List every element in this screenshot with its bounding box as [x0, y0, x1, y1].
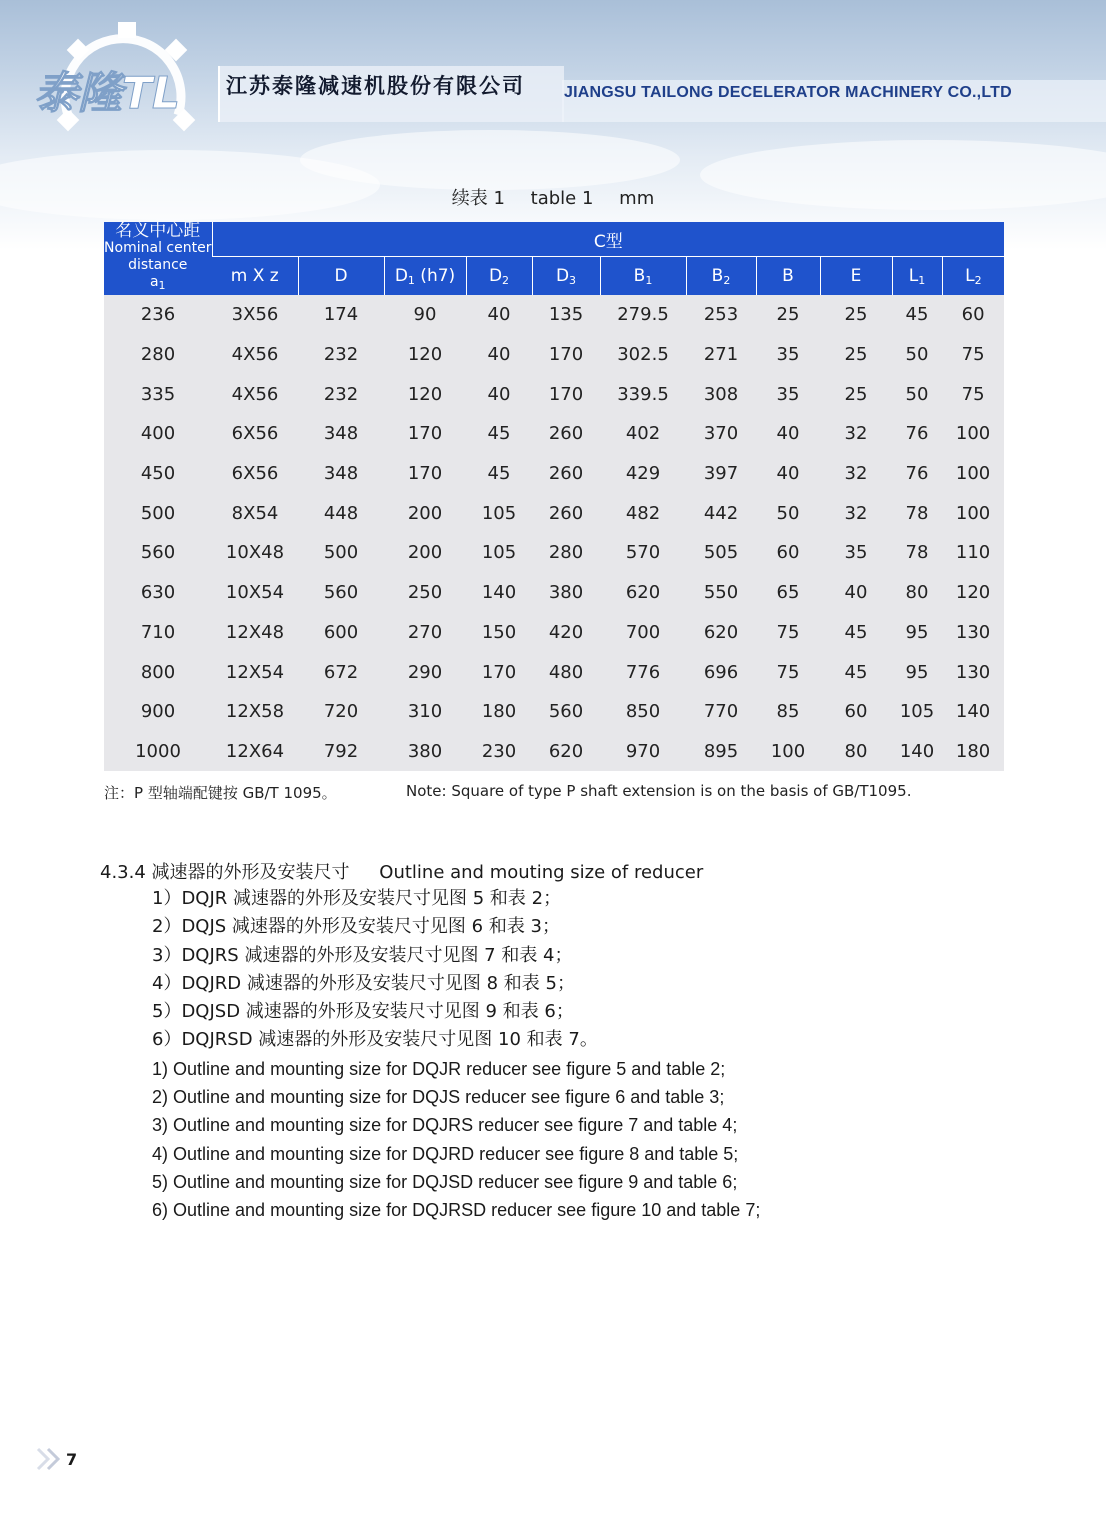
table-cell: 482 [625, 502, 661, 524]
table-cell: 12X48 [225, 621, 285, 643]
table-cell: 25 [844, 344, 868, 366]
table-cell: 236 [140, 304, 176, 326]
logo-text: 泰隆TL [34, 68, 181, 119]
table-cell: 40 [487, 304, 511, 326]
table-cell: 95 [905, 621, 929, 643]
table-cell: 75 [961, 383, 985, 405]
table-cell: 60 [776, 542, 800, 564]
table-cell: 35 [844, 542, 868, 564]
table-cell: 45 [905, 304, 929, 326]
table-cell: 78 [905, 502, 929, 524]
chevron-right-icon [36, 1444, 66, 1474]
table-cell: 50 [905, 344, 929, 366]
table-cell: 348 [323, 423, 359, 445]
table-cell: 339.5 [617, 383, 669, 405]
table-cell: 570 [625, 542, 661, 564]
table-cell: 550 [703, 582, 739, 604]
company-name-cn-box [218, 66, 564, 122]
table-cell: 402 [625, 423, 661, 445]
table-cell: 25 [776, 304, 800, 326]
table-cell: 35 [776, 383, 800, 405]
table-cell: 480 [548, 661, 584, 683]
table-cell: 397 [703, 463, 739, 485]
table-cell: 700 [625, 621, 661, 643]
section-title-en: Outline and mouting size of reducer [379, 862, 704, 883]
column-header: $D_1$ (h7) [384, 257, 466, 296]
table-cell: 600 [323, 621, 359, 643]
table-cell: 560 [140, 542, 176, 564]
page-number: 7 [66, 1450, 78, 1469]
table-cell: 348 [323, 463, 359, 485]
table-cell: 170 [407, 423, 443, 445]
table-cell: 170 [548, 344, 584, 366]
company-name-en: JIANGSU TAILONG DECELERATOR MACHINERY CO.,LTD [564, 84, 1012, 101]
table-cell: 302.5 [617, 344, 669, 366]
table-cell: 620 [703, 621, 739, 643]
table-cell: 100 [955, 502, 991, 524]
table-cell: 400 [140, 423, 176, 445]
table-cell: 40 [776, 423, 800, 445]
table-cell: 135 [548, 304, 584, 326]
table-cell: 140 [899, 740, 935, 762]
table-cell: 130 [955, 621, 991, 643]
table-cell: 50 [905, 383, 929, 405]
caption-en: table 1 [530, 188, 594, 209]
table-cell: 12X54 [225, 661, 285, 683]
table-cell: 105 [481, 542, 517, 564]
table-cell: 4X56 [231, 383, 279, 405]
section-list [152, 885, 760, 1225]
table-cell: 150 [481, 621, 517, 643]
table-cell: 174 [323, 304, 359, 326]
dimension-table [104, 222, 1004, 771]
table-cell: 120 [407, 344, 443, 366]
table-cell: 40 [844, 582, 868, 604]
table-row [104, 533, 1004, 573]
table-cell: 560 [548, 701, 584, 723]
list-item: 6) Outline and mounting size for DQJRSD reducer see figure 10 and table 7; [152, 1200, 761, 1221]
section-heading [100, 858, 703, 884]
table-cell: 310 [407, 701, 443, 723]
table-cell: 500 [323, 542, 359, 564]
table-row [104, 454, 1004, 494]
table-cell: 110 [955, 542, 991, 564]
table-cell: 25 [844, 304, 868, 326]
header-nominal-center-distance: 名义中心距 Nominal center distance $a_1$ [104, 222, 212, 295]
table-cell: 80 [844, 740, 868, 762]
table-cell: 50 [776, 502, 800, 524]
table-cell: 230 [481, 740, 517, 762]
table-cell: 95 [905, 661, 929, 683]
table-cell: 75 [961, 344, 985, 366]
list-item: 5) Outline and mounting size for DQJSD reducer see figure 9 and table 6; [152, 1171, 738, 1192]
table-cell: 232 [323, 344, 359, 366]
column-header: B [756, 257, 820, 296]
table-cell: 100 [955, 423, 991, 445]
table-cell: 792 [323, 740, 359, 762]
column-header: E [820, 257, 892, 296]
table-cell: 672 [323, 661, 359, 683]
caption-unit: mm [619, 188, 655, 209]
table-cell: 380 [548, 582, 584, 604]
table-cell: 260 [548, 463, 584, 485]
table-cell: 370 [703, 423, 739, 445]
table-cell: 429 [625, 463, 661, 485]
table-row [104, 573, 1004, 613]
table-cell: 75 [776, 621, 800, 643]
table-cell: 85 [776, 701, 800, 723]
list-item: 4）DQJRD 减速器的外形及安装尺寸见图 8 和表 5； [152, 972, 575, 994]
table-cell: 40 [776, 463, 800, 485]
table-cell: 335 [140, 383, 176, 405]
table-cell: 250 [407, 582, 443, 604]
list-item: 1) Outline and mounting size for DQJR reducer see figure 5 and table 2; [152, 1058, 726, 1079]
table-cell: 45 [487, 423, 511, 445]
table-cell: 620 [548, 740, 584, 762]
table-cell: 140 [955, 701, 991, 723]
table-cell: 105 [481, 502, 517, 524]
table-cell: 200 [407, 502, 443, 524]
table-cell: 100 [955, 463, 991, 485]
table-cell: 850 [625, 701, 661, 723]
table-cell: 770 [703, 701, 739, 723]
table-cell: 60 [844, 701, 868, 723]
table-row [104, 613, 1004, 653]
table-cell: 800 [140, 661, 176, 683]
column-header: $D_3$ [532, 257, 600, 296]
table-cell: 280 [548, 542, 584, 564]
list-item: 5）DQJSD 减速器的外形及安装尺寸见图 9 和表 6； [152, 1001, 574, 1023]
table-cell: 25 [844, 383, 868, 405]
note-cn: 注：P 型轴端配键按 GB/T 1095。 [104, 784, 337, 802]
table-cell: 32 [844, 463, 868, 485]
table-row [104, 335, 1004, 375]
table-cell: 78 [905, 542, 929, 564]
table-cell: 280 [140, 344, 176, 366]
table-cell: 76 [905, 463, 929, 485]
table-cell: 76 [905, 423, 929, 445]
table-cell: 696 [703, 661, 739, 683]
table-row [104, 295, 1004, 335]
table-cell: 279.5 [617, 304, 669, 326]
table-cell: 710 [140, 621, 176, 643]
table-cell: 442 [703, 502, 739, 524]
table-row [104, 732, 1004, 772]
note-en: Note: Square of type P shaft extension is on the basis of GB/T1095. [406, 782, 912, 800]
table-cell: 180 [481, 701, 517, 723]
table-cell: 420 [548, 621, 584, 643]
table-row [104, 374, 1004, 414]
table-cell: 290 [407, 661, 443, 683]
list-item: 2）DQJS 减速器的外形及安装尺寸见图 6 和表 3； [152, 916, 561, 938]
table-cell: 130 [955, 661, 991, 683]
column-header: $D_2$ [466, 257, 532, 296]
table-cell: 170 [407, 463, 443, 485]
table-cell: 140 [481, 582, 517, 604]
table-cell: 170 [548, 383, 584, 405]
table-row [104, 493, 1004, 533]
table-row [104, 692, 1004, 732]
company-logo [28, 20, 228, 150]
table-cell: 170 [481, 661, 517, 683]
table-cell: 75 [776, 661, 800, 683]
table-cell: 895 [703, 740, 739, 762]
table-cell: 32 [844, 502, 868, 524]
list-item: 4) Outline and mounting size for DQJRD reducer see figure 8 and table 5; [152, 1143, 739, 1164]
table-cell: 120 [955, 582, 991, 604]
table-cell: 4X56 [231, 344, 279, 366]
table-cell: 45 [844, 621, 868, 643]
list-item: 2) Outline and mounting size for DQJS reducer see figure 6 and table 3; [152, 1087, 725, 1108]
column-header: $L_1$ [892, 257, 942, 296]
table-cell: 80 [905, 582, 929, 604]
table-cell: 6X56 [231, 463, 279, 485]
list-item: 3）DQJRS 减速器的外形及安装尺寸见图 7 和表 4； [152, 944, 573, 966]
table-cell: 180 [955, 740, 991, 762]
table-cell: 6X56 [231, 423, 279, 445]
table-cell: 450 [140, 463, 176, 485]
table-cell: 90 [413, 304, 437, 326]
table-cell: 8X54 [231, 502, 279, 524]
table-row [104, 652, 1004, 692]
table-cell: 271 [703, 344, 739, 366]
table-cell: 10X54 [225, 582, 285, 604]
table-cell: 60 [961, 304, 985, 326]
table-cell: 40 [487, 383, 511, 405]
column-header: $B_2$ [686, 257, 756, 296]
table-cell: 10X48 [225, 542, 285, 564]
column-header: $B_1$ [600, 257, 686, 296]
table-cell: 308 [703, 383, 739, 405]
table-cell: 505 [703, 542, 739, 564]
table-cell: 620 [625, 582, 661, 604]
table-cell: 776 [625, 661, 661, 683]
table-cell: 560 [323, 582, 359, 604]
column-header: m X z [212, 257, 298, 296]
section-number: 4.3.4 [100, 862, 146, 883]
header-group-type-c: C型 [212, 222, 1004, 257]
table-cell: 65 [776, 582, 800, 604]
table-cell: 260 [548, 423, 584, 445]
table-cell: 12X64 [225, 740, 285, 762]
table-cell: 253 [703, 304, 739, 326]
column-header: $L_2$ [942, 257, 1004, 296]
table-cell: 448 [323, 502, 359, 524]
table-cell: 105 [899, 701, 935, 723]
section-title-cn: 减速器的外形及安装尺寸 [151, 862, 350, 883]
list-item: 6）DQJRSD 减速器的外形及安装尺寸见图 10 和表 7。 [152, 1029, 598, 1051]
table-cell: 45 [487, 463, 511, 485]
table-cell: 260 [548, 502, 584, 524]
column-header: D [298, 257, 384, 296]
table-cell: 232 [323, 383, 359, 405]
table-cell: 630 [140, 582, 176, 604]
table-cell: 100 [770, 740, 806, 762]
list-item: 1）DQJR 减速器的外形及安装尺寸见图 5 和表 2； [152, 888, 562, 909]
table-cell: 200 [407, 542, 443, 564]
table-cell: 270 [407, 621, 443, 643]
company-name-cn: 江苏泰隆减速机股份有限公司 [226, 74, 525, 98]
table-cell: 380 [407, 740, 443, 762]
table-cell: 720 [323, 701, 359, 723]
caption-cn: 续表 1 [451, 188, 505, 209]
table-cell: 970 [625, 740, 661, 762]
table-caption [0, 184, 1106, 210]
table-row [104, 414, 1004, 454]
table-cell: 120 [407, 383, 443, 405]
table-cell: 32 [844, 423, 868, 445]
table-cell: 1000 [135, 740, 181, 762]
table-cell: 900 [140, 701, 176, 723]
table-cell: 40 [487, 344, 511, 366]
table-cell: 3X56 [231, 304, 279, 326]
table-cell: 12X58 [225, 701, 285, 723]
list-item: 3) Outline and mounting size for DQJRS reducer see figure 7 and table 4; [152, 1115, 738, 1136]
table-cell: 500 [140, 502, 176, 524]
table-cell: 45 [844, 661, 868, 683]
table-cell: 35 [776, 344, 800, 366]
